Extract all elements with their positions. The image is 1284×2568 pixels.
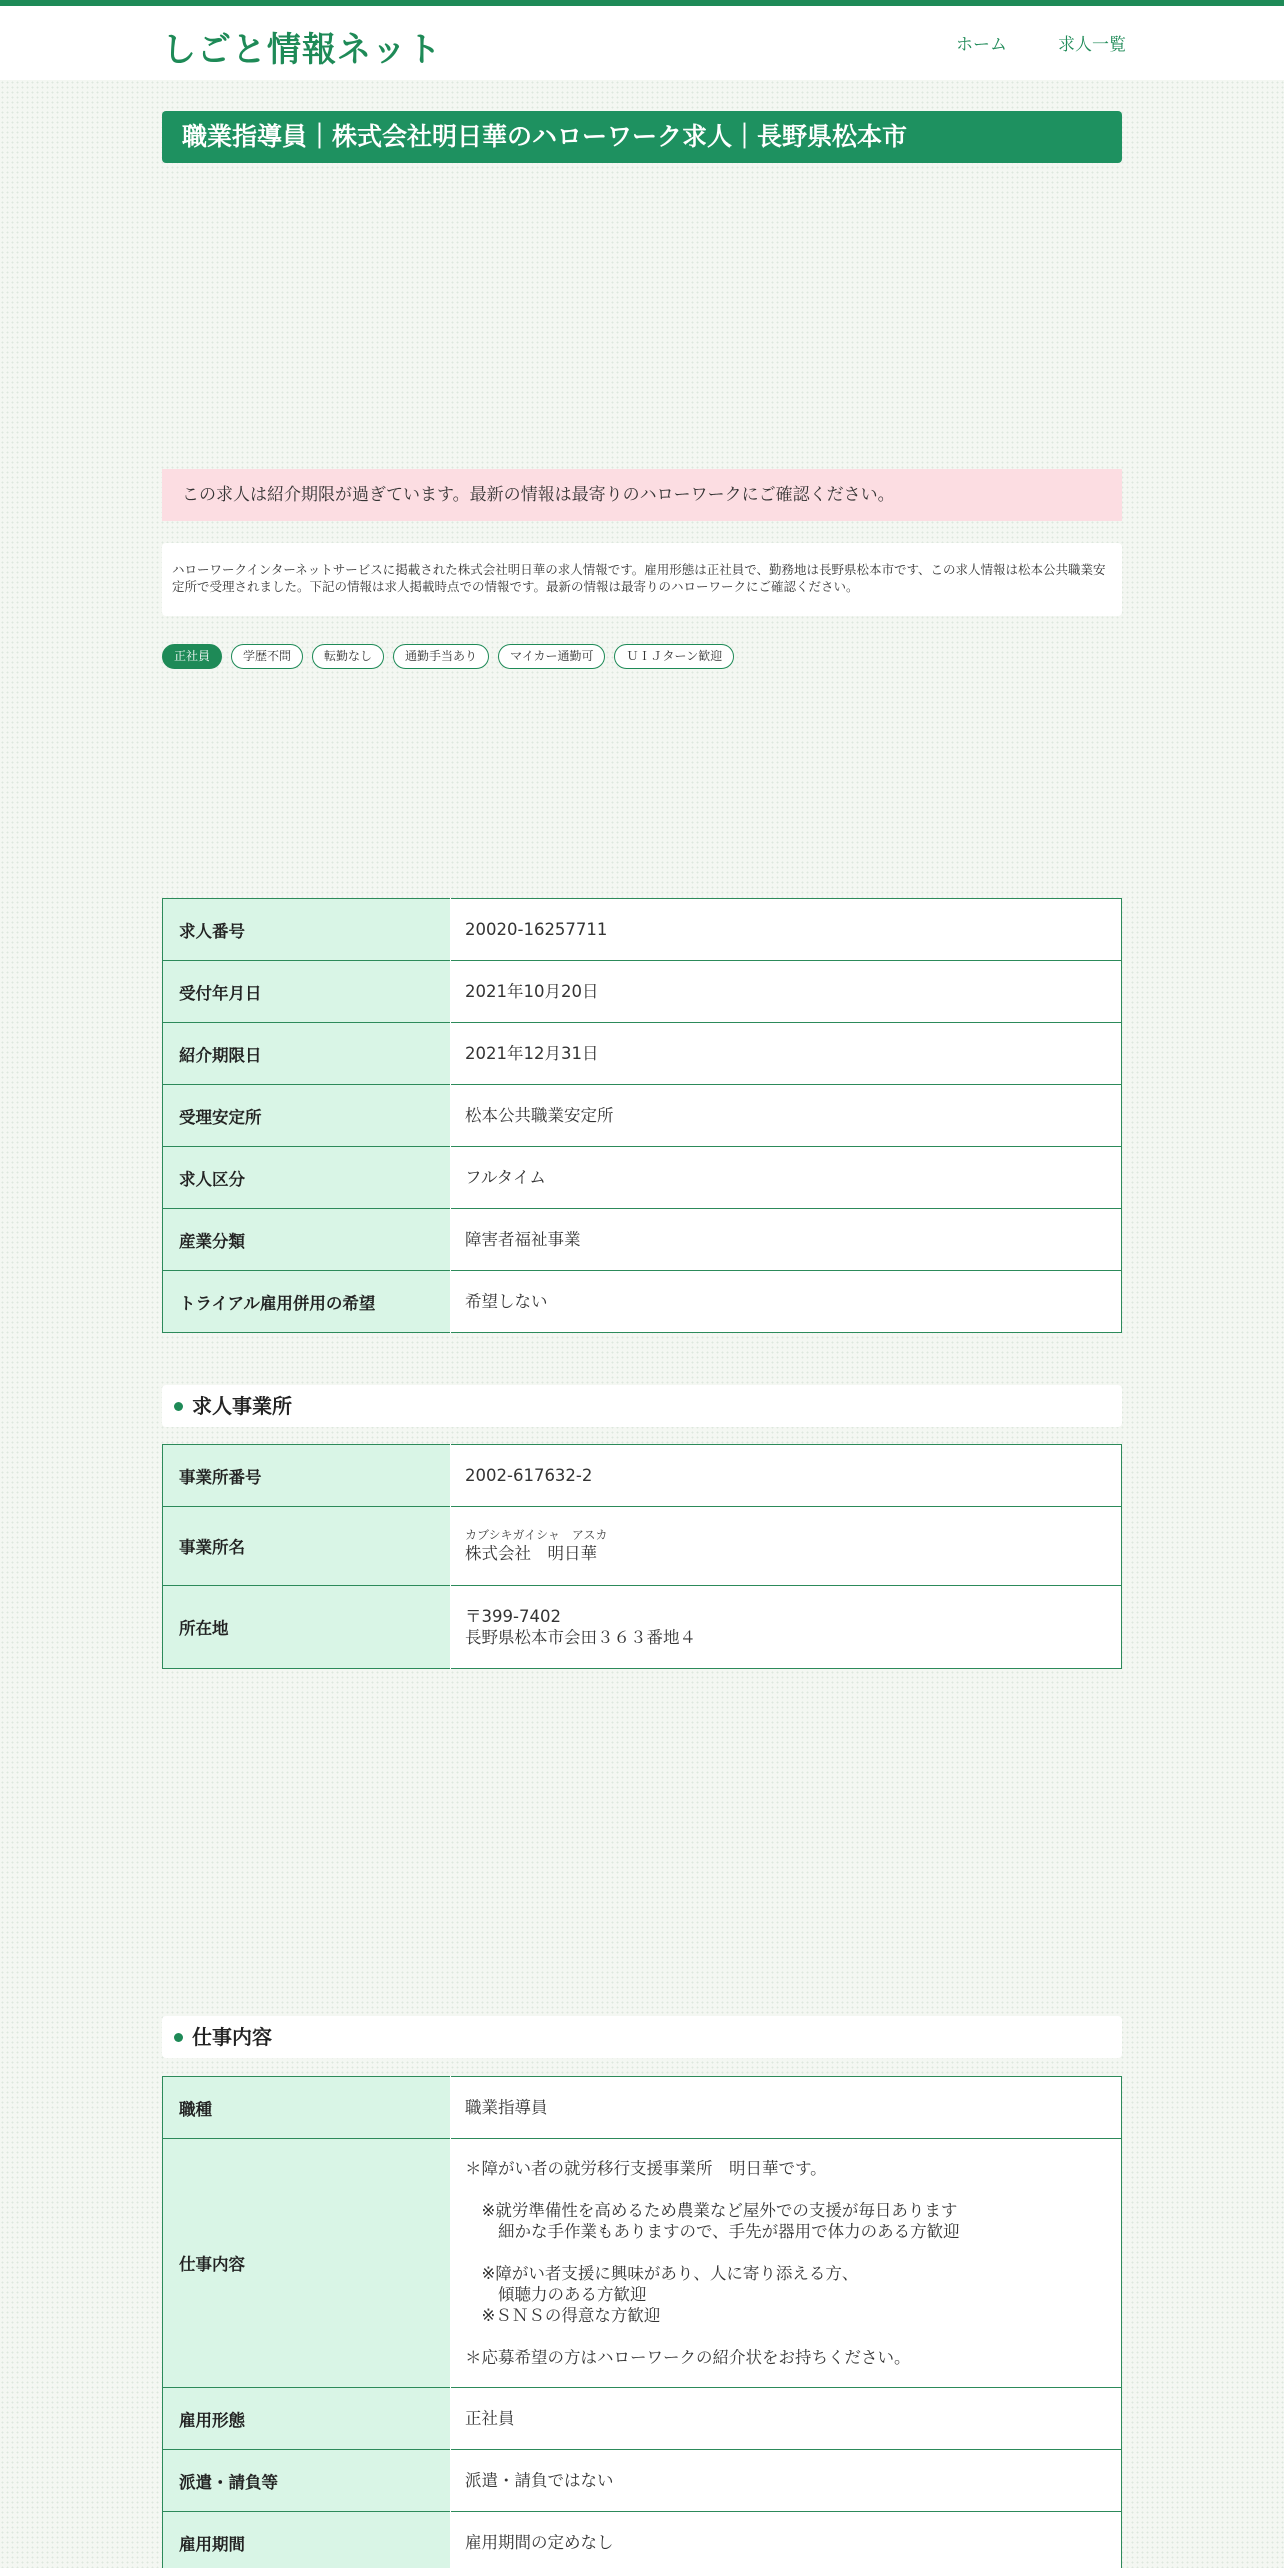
table-row bbox=[163, 1586, 1122, 1669]
row-label: 受付年月日 bbox=[163, 961, 451, 1023]
tag-car-commute: マイカー通勤可 bbox=[498, 644, 605, 669]
table-row bbox=[163, 1023, 1122, 1085]
job-description-summary: ハローワークインターネットサービスに掲載された株式会社明日華の求人情報です。雇用形態は正社員で、勤務地は長野県松本市です、この求人情報は松本公共職業安定所で受理されました。下記の情報は求人掲載時点での情報です。最新の情報は最寄りのハローワークにご確認ください。 bbox=[162, 543, 1122, 616]
office-number: 2002-617632-2 bbox=[465, 1466, 593, 1485]
site-header bbox=[0, 6, 1284, 80]
page-title: 職業指導員｜株式会社明日華のハローワーク求人｜長野県松本市 bbox=[162, 111, 1122, 163]
nav-home-link[interactable]: ホーム bbox=[956, 35, 1007, 55]
row-label: 受理安定所 bbox=[163, 1085, 451, 1147]
row-value: 松本公共職業安定所 bbox=[465, 1106, 614, 1125]
table-row bbox=[163, 1147, 1122, 1209]
row-label: 雇用期間 bbox=[163, 2512, 451, 2568]
row-value: フルタイム bbox=[465, 1168, 546, 1187]
row-label: 事業所名 bbox=[163, 1507, 451, 1586]
table-row bbox=[163, 1271, 1122, 1333]
site-logo[interactable]: しごと情報ネット bbox=[162, 30, 442, 70]
tag-education: 学歴不問 bbox=[231, 644, 303, 669]
table-row bbox=[163, 961, 1122, 1023]
office-address: 長野県松本市会田３６３番地４ bbox=[465, 1628, 696, 1647]
dispatch-value: 派遣・請負ではない bbox=[465, 2471, 614, 2490]
row-label: 仕事内容 bbox=[163, 2139, 451, 2388]
row-label: 紹介期限日 bbox=[163, 1023, 451, 1085]
office-name-kana: カブシキガイシャ アスカ bbox=[465, 1528, 608, 1542]
section-heading-office: 求人事業所 bbox=[162, 1385, 1122, 1427]
basic-info-table bbox=[162, 898, 1122, 1333]
row-label: 雇用形態 bbox=[163, 2388, 451, 2450]
row-label: 求人区分 bbox=[163, 1147, 451, 1209]
work-content-value: ＊障がい者の就労移行支援事業所 明日華です。 ※就労準備性を高めるため農業など屋外での支援が毎日あります 細かな手作業もありますので、手先が器用で体力のある方歓迎 ※障がい者支援に興味があり、人に寄り添える方、 傾聴力のある方歓迎 ※ＳＮＳの得意な方歓迎 ＊応募希望の方はハローワークの紹介状をお持ちください。 bbox=[465, 2159, 960, 2367]
table-row bbox=[163, 1209, 1122, 1271]
tag-uij-turn: ＵＩＪターン歓迎 bbox=[614, 644, 734, 669]
table-row bbox=[163, 2139, 1122, 2388]
table-row bbox=[163, 2077, 1122, 2139]
row-value: 2021年12月31日 bbox=[465, 1044, 599, 1063]
tag-list bbox=[162, 644, 734, 670]
nav-jobs-link[interactable]: 求人一覧 bbox=[1058, 35, 1126, 55]
table-row bbox=[163, 1445, 1122, 1507]
table-row bbox=[163, 1085, 1122, 1147]
row-label: トライアル雇用併用の希望 bbox=[163, 1271, 451, 1333]
table-row bbox=[163, 1507, 1122, 1586]
occupation-value: 職業指導員 bbox=[465, 2098, 548, 2117]
office-address-cell bbox=[451, 1586, 1122, 1669]
row-label: 職種 bbox=[163, 2077, 451, 2139]
row-value: 希望しない bbox=[465, 1292, 548, 1311]
postal-code: 〒399-7402 bbox=[465, 1607, 561, 1626]
office-name-cell bbox=[451, 1507, 1122, 1586]
table-row bbox=[163, 2388, 1122, 2450]
row-label: 派遣・請負等 bbox=[163, 2450, 451, 2512]
expired-notice: この求人は紹介期限が過ぎています。最新の情報は最寄りのハローワークにご確認ください。 bbox=[162, 469, 1122, 521]
employment-period-value: 雇用期間の定めなし bbox=[465, 2533, 614, 2552]
table-row bbox=[163, 2512, 1122, 2568]
tag-commute-allowance: 通勤手当あり bbox=[393, 644, 489, 669]
work-info-table bbox=[162, 2076, 1122, 2568]
tag-employment-type: 正社員 bbox=[162, 644, 222, 669]
employment-type-value: 正社員 bbox=[465, 2409, 515, 2428]
tag-no-transfer: 転勤なし bbox=[312, 644, 384, 669]
row-label: 事業所番号 bbox=[163, 1445, 451, 1507]
table-row bbox=[163, 899, 1122, 961]
office-name: 株式会社 明日華 bbox=[465, 1544, 597, 1563]
row-value: 障害者福祉事業 bbox=[465, 1230, 581, 1249]
row-label: 求人番号 bbox=[163, 899, 451, 961]
office-info-table bbox=[162, 1444, 1122, 1669]
row-label: 所在地 bbox=[163, 1586, 451, 1669]
row-value: 20020-16257711 bbox=[465, 920, 608, 939]
section-heading-work: 仕事内容 bbox=[162, 2016, 1122, 2058]
row-value: 2021年10月20日 bbox=[465, 982, 599, 1001]
row-label: 産業分類 bbox=[163, 1209, 451, 1271]
table-row bbox=[163, 2450, 1122, 2512]
